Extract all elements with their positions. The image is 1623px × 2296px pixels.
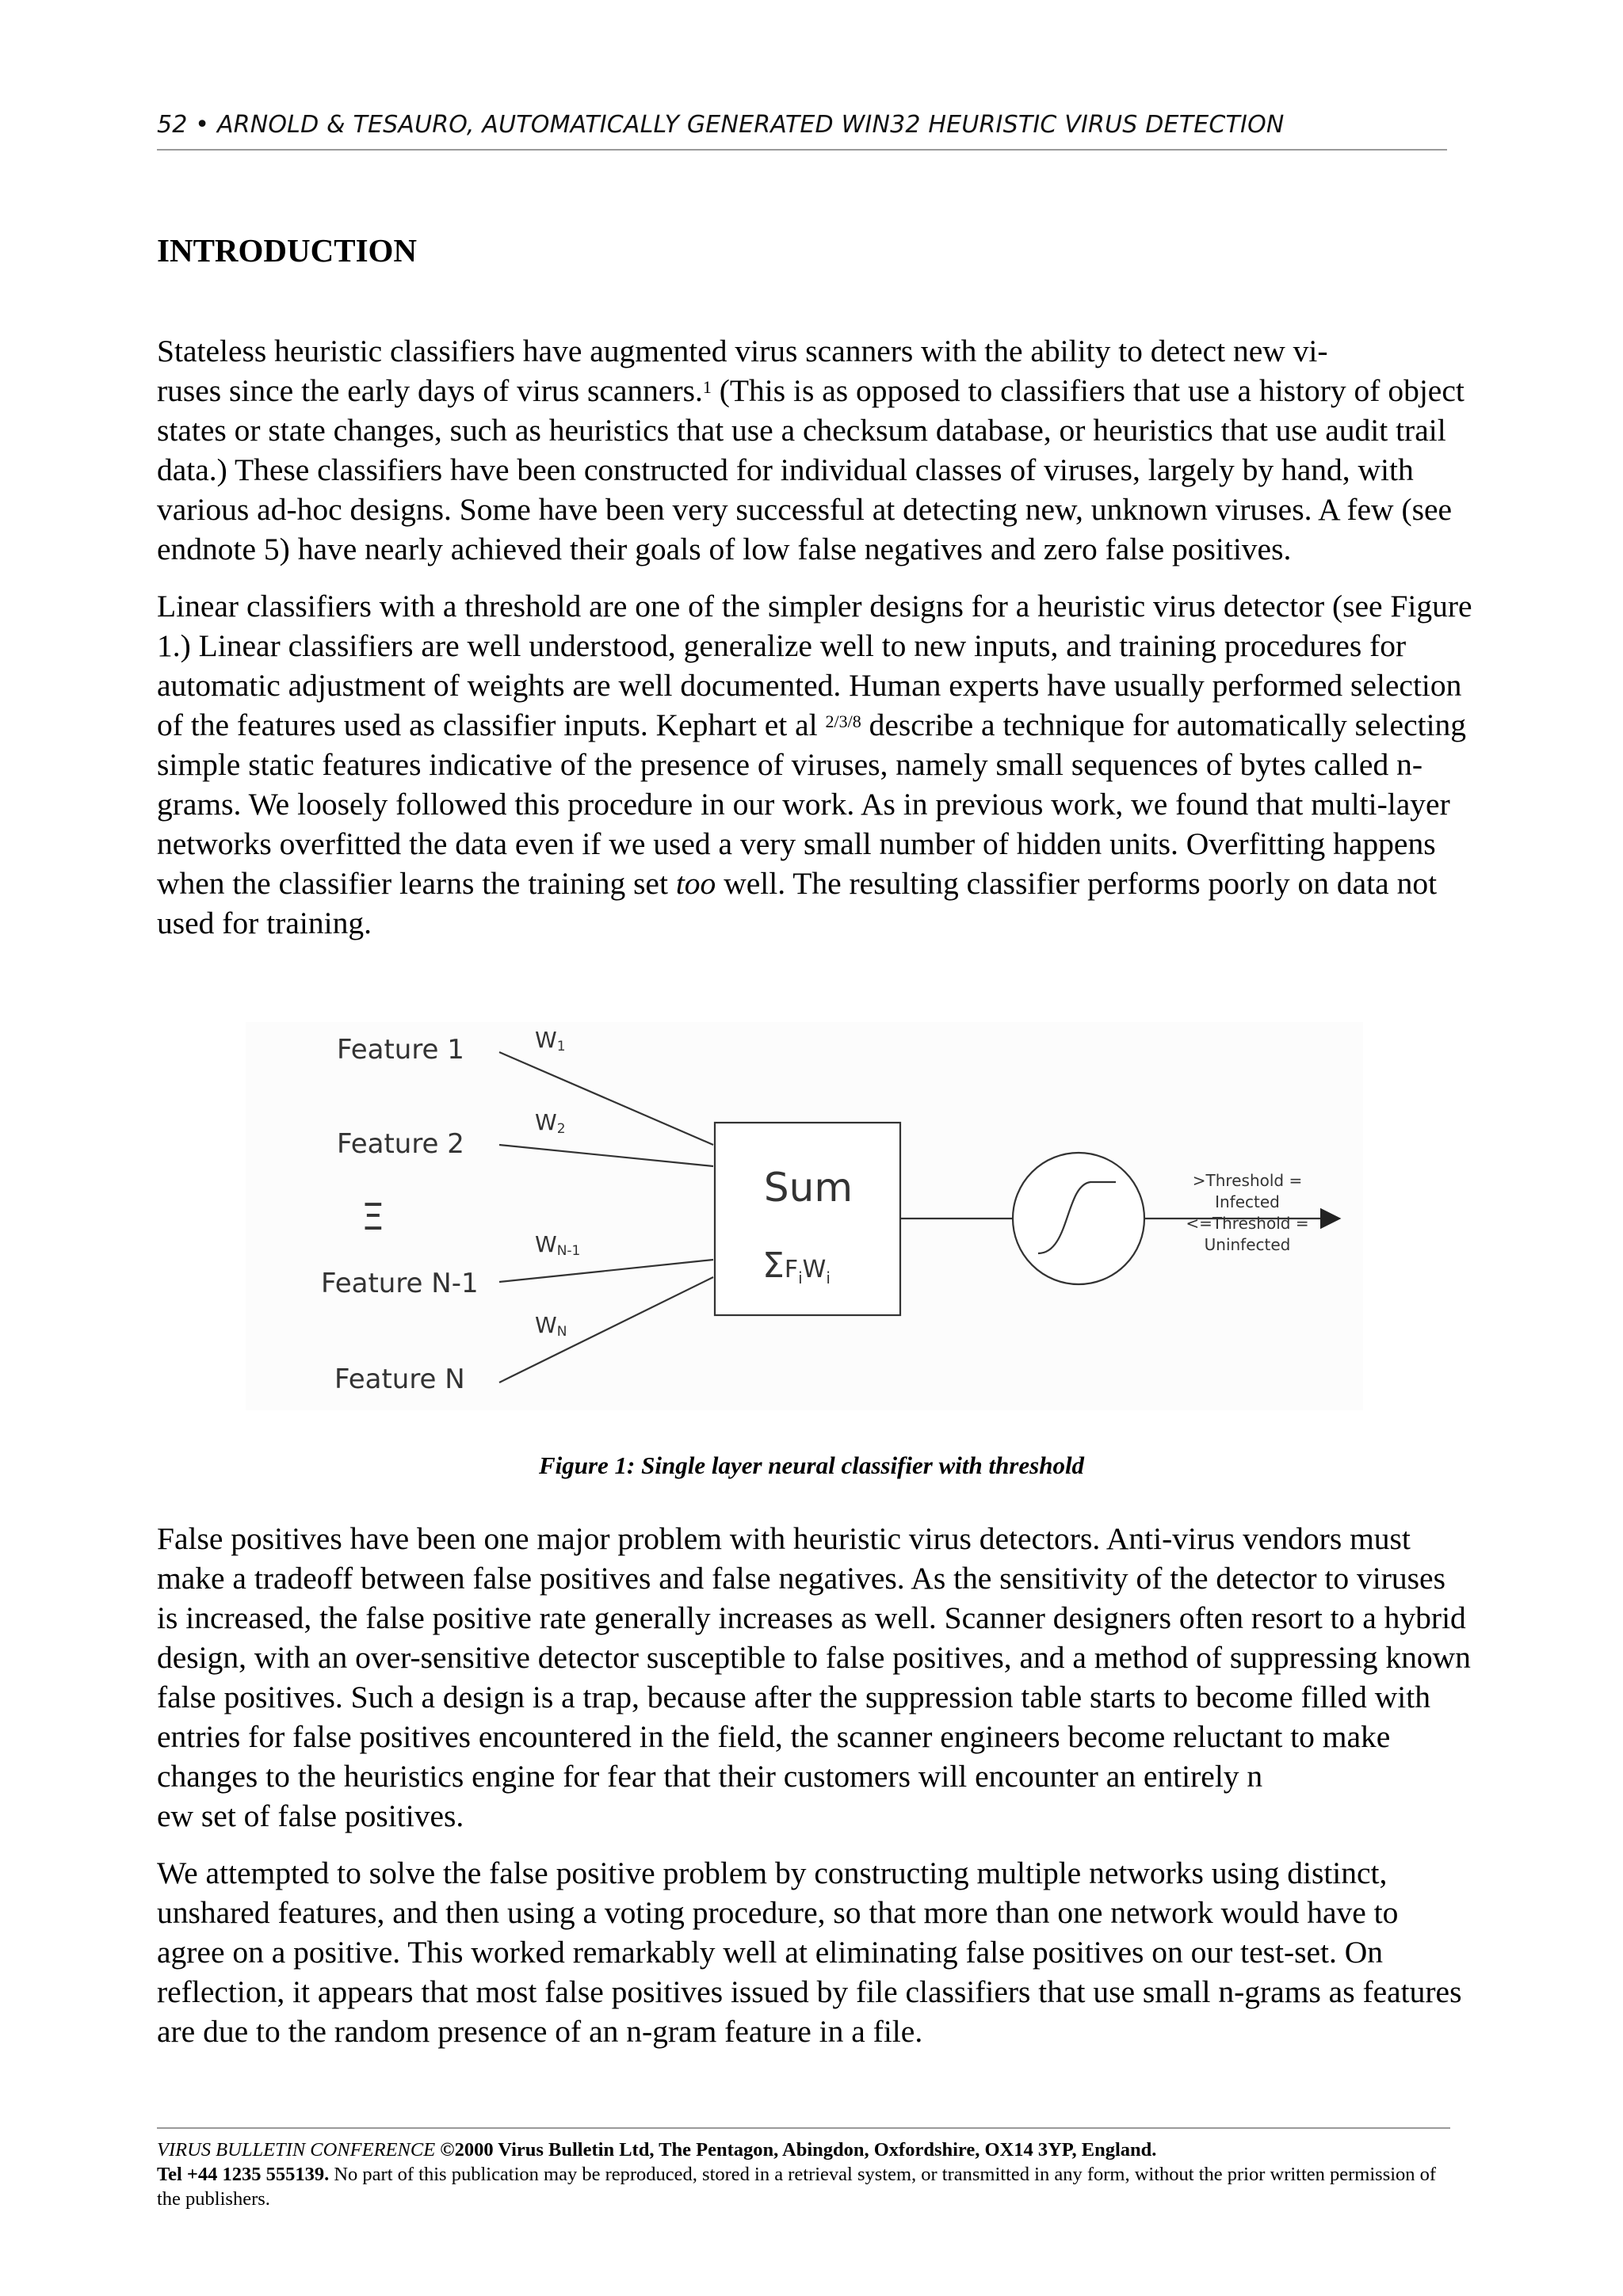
p2-text-b: describe a technique for automatically selecting simple static features indicative of the presence of viruses, namely small sequences of bytes called n-grams. We loosely followed this procedure in our work. As in previous work, we found that multi-layer networks overfitted the data even if we used a very small number of hidden units. Overfitting happens when the classifier learns the training set xyxy=(157,707,1467,901)
ellipsis-glyph: Ξ xyxy=(361,1196,385,1238)
p1-line-a: Stateless heuristic classifiers have augmented virus scanners with the ability to detect new vi- xyxy=(157,334,1328,368)
sum-formula: ΣFiWi xyxy=(762,1245,831,1287)
body-block-bottom xyxy=(157,1519,1472,2069)
feature-1-label: Feature 1 xyxy=(337,1034,464,1066)
p1-text-b: ruses since the early days of virus scanners. xyxy=(157,373,703,408)
footer-copyright: ©2000 Virus Bulletin Ltd, The Pentagon, Abingdon, Oxfordshire, OX14 3YP, England. xyxy=(435,2139,1157,2161)
header-rule xyxy=(157,149,1447,151)
classifier-diagram xyxy=(246,1022,1363,1410)
p3-text-a: False positives have been one major problem with heuristic virus detectors. Anti-virus vendors must make a tradeoff between false positives and false negatives. As the sensitivity of the detector to viruses is increased, the false positive rate generally increases as well. Scanner designers often resort to a hybrid design, with an over-sensitive detector susceptible to false positives, and a method of suppressing known false positives. Such a design is a trap, because after the suppression table starts to become filled with entries for false positives encountered in the field, the scanner engineers become reluctant to make changes to the heuristics engine for fear that their customers will encounter an entirely n xyxy=(157,1521,1471,1794)
paragraph-1 xyxy=(157,331,1472,569)
paragraph-2 xyxy=(157,586,1472,943)
output-label-uninfected: Uninfected xyxy=(1204,1235,1291,1254)
feature-2-label: Feature 2 xyxy=(337,1128,464,1160)
weight-2-label: W2 xyxy=(535,1109,566,1137)
weight-n-connection xyxy=(499,1277,713,1383)
endnote-refs-kephart: 2/3/8 xyxy=(825,711,861,731)
p2-text-a: Linear classifiers with a threshold are one of the simpler designs for a heuristic virus detector (see Figure 1.) Linear classifiers are well understood, generalize well to new inputs, and training procedures for automatic adjustment of weights are well documented. Human experts have usually performed selection of the features used as classifier inputs. Kephart et al xyxy=(157,589,1472,742)
activation-circle xyxy=(1013,1153,1144,1284)
weight-n-label: WN xyxy=(535,1312,567,1340)
weight-1-label: W1 xyxy=(535,1027,566,1055)
p2-text-c: well. The resulting classifier performs poorly on data not used for training. xyxy=(157,866,1438,940)
sum-box xyxy=(715,1123,900,1315)
weight-2-connection xyxy=(499,1145,713,1166)
figure-1 xyxy=(246,1022,1363,1410)
footer-rule xyxy=(157,2127,1450,2129)
weight-n-1-connection xyxy=(499,1260,713,1282)
figure-caption: Figure 1: Single layer neural classifier with threshold xyxy=(538,1451,1085,1479)
feature-n-label: Feature N xyxy=(334,1363,465,1395)
weight-1-connection xyxy=(499,1052,713,1145)
running-header: 52 • ARNOLD & TESAURO, AUTOMATICALLY GENERATED WIN32 HEURISTIC VIRUS DETECTION xyxy=(157,111,1285,139)
footer-notice: No part of this publication may be reproduced, stored in a retrieval system, or transmitted in any form, without the prior written permission of the publishers. xyxy=(157,2164,1437,2210)
body-block-top xyxy=(157,331,1472,960)
p1-text-c: (This is as opposed to classifiers that use a history of object states or state changes, such as heuristics that use a checksum database, or heuristics that use audit trail data.) These classifiers have been constructed for individual classes of viruses, largely by hand, with various ad-hoc designs. Some have been very successful at detecting new, unknown viruses. A few (see endnote 5) have nearly achieved their goals of low false negatives and zero false positives. xyxy=(157,373,1465,566)
output-label-above: >Threshold = xyxy=(1192,1171,1303,1190)
feature-n-1-label: Feature N-1 xyxy=(321,1268,479,1299)
p2-emphasis: too xyxy=(675,866,716,901)
section-title: INTRODUCTION xyxy=(157,232,418,269)
footer xyxy=(157,2138,1457,2211)
sum-label: Sum xyxy=(763,1165,854,1211)
footer-tel: Tel +44 1235 555139. xyxy=(157,2164,330,2185)
paragraph-3 xyxy=(157,1519,1472,1836)
weight-n-1-label: WN-1 xyxy=(535,1231,581,1259)
output-label-infected: Infected xyxy=(1215,1192,1280,1211)
p3-text-b: ew set of false positives. xyxy=(157,1798,464,1833)
paragraph-4: We attempted to solve the false positive problem by constructing multiple networks using distinct, unshared features, and then using a voting procedure, so that more than one network would have to agree on a positive. This worked remarkably well at eliminating false positives on our test-set. On reflection, it appears that most false positives issued by file classifiers that use small n-grams as features are due to the random presence of an n-gram feature in a file. xyxy=(157,1855,1462,2049)
endnote-1-ref: 1 xyxy=(702,377,712,397)
output-label-below: <=Threshold = xyxy=(1186,1214,1309,1233)
footer-conference: VIRUS BULLETIN CONFERENCE xyxy=(157,2139,436,2161)
